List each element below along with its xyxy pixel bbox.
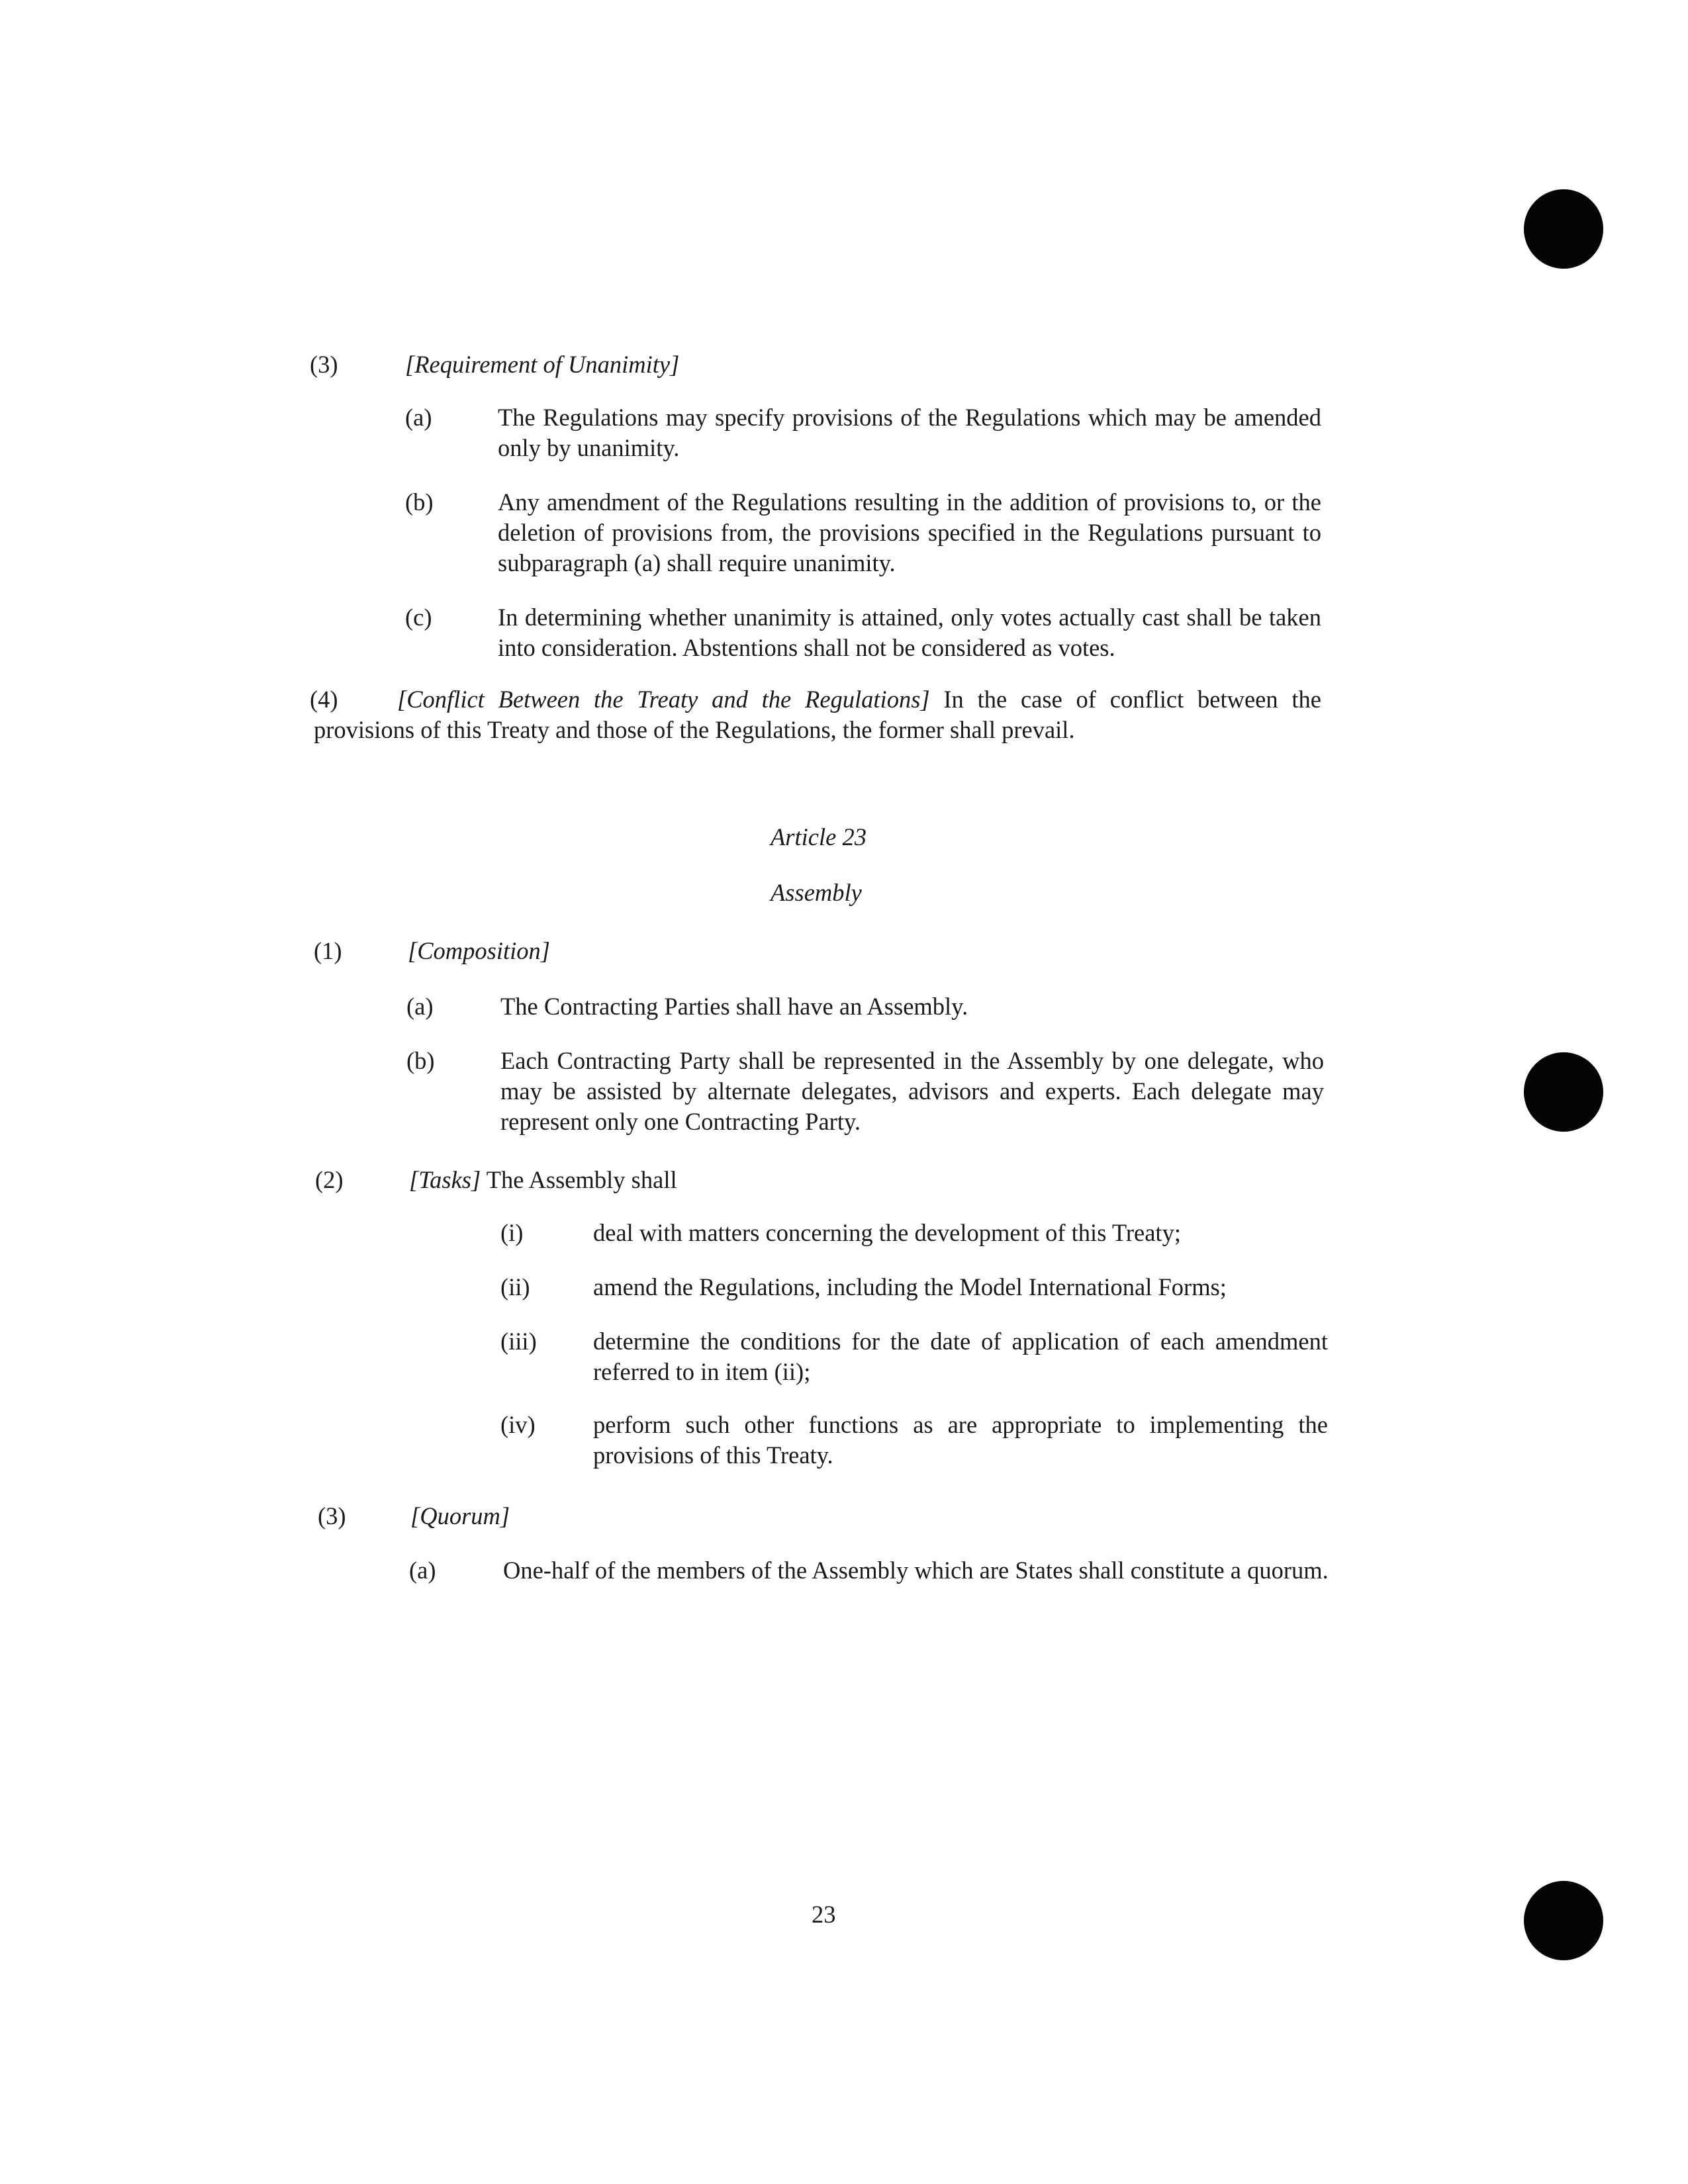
- section-paragraph: [310, 684, 1321, 745]
- item-text: deal with matters concerning the development of this Treaty;: [593, 1219, 1181, 1246]
- section-number: (3): [318, 1502, 346, 1529]
- section-heading: [Requirement of Unanimity]: [405, 351, 680, 378]
- item-text: The Regulations may specify provisions of the Regulations which may be amended only by unanimity.: [498, 404, 1321, 461]
- section-number: (4): [310, 686, 338, 713]
- section-intro: The Assembly shall: [481, 1166, 677, 1193]
- item-text: In determining whether unanimity is attained, only votes actually cast shall be taken into consideration. Abstentions shall not be considered as votes.: [498, 604, 1321, 661]
- section-number: (3): [310, 351, 338, 378]
- section-heading: [Quorum]: [410, 1502, 510, 1529]
- item-text: amend the Regulations, including the Model International Forms;: [593, 1273, 1227, 1300]
- item-text: Each Contracting Party shall be represented in the Assembly by one delegate, who may be assisted by alternate delegates, advisors and experts. Each delegate may represent only one Contracting Party.: [500, 1047, 1324, 1135]
- section-heading: [Composition]: [408, 937, 550, 964]
- item-text: Any amendment of the Regulations resulting in the addition of provisions to, or the deletion of provisions from, the provisions specified in the Regulations pursuant to subparagraph (a) shall require unanimity.: [498, 488, 1321, 576]
- section-number: (1): [314, 937, 342, 964]
- item-text: determine the conditions for the date of application of each amendment referred to in item (ii);: [593, 1328, 1328, 1385]
- item-label: (a): [405, 404, 432, 431]
- item-label: (b): [405, 488, 434, 516]
- item-label: (a): [406, 993, 434, 1020]
- punch-hole-bottom: [1524, 1881, 1603, 1960]
- item-label: (b): [406, 1047, 435, 1074]
- punch-hole-middle: [1524, 1052, 1603, 1132]
- punch-hole-top: [1524, 189, 1603, 269]
- page-number: 23: [812, 1901, 836, 1928]
- item-text: One-half of the members of the Assembly which are States shall constitute a quorum.: [503, 1557, 1329, 1584]
- article-number: Article 23: [771, 823, 867, 850]
- item-label: (c): [405, 604, 432, 631]
- item-text: The Contracting Parties shall have an Assembly.: [500, 993, 968, 1020]
- section-heading: [Conflict Between the Treaty and the Regulations]: [397, 686, 930, 713]
- article-title: Assembly: [771, 879, 862, 906]
- item-text: perform such other functions as are appropriate to implementing the provisions of this Treaty.: [593, 1411, 1328, 1469]
- section-heading-line: [409, 1165, 677, 1195]
- item-label: (ii): [500, 1273, 530, 1300]
- section-heading: [Tasks]: [409, 1166, 481, 1193]
- item-label: (a): [409, 1557, 436, 1584]
- item-label: (iii): [500, 1328, 537, 1355]
- section-text: In the case of conflict between the provisions of this Treaty and those of the Regulations, the former shall prevail.: [314, 686, 1321, 743]
- item-label: (iv): [500, 1411, 536, 1438]
- item-label: (i): [500, 1219, 524, 1246]
- section-number: (2): [315, 1166, 344, 1193]
